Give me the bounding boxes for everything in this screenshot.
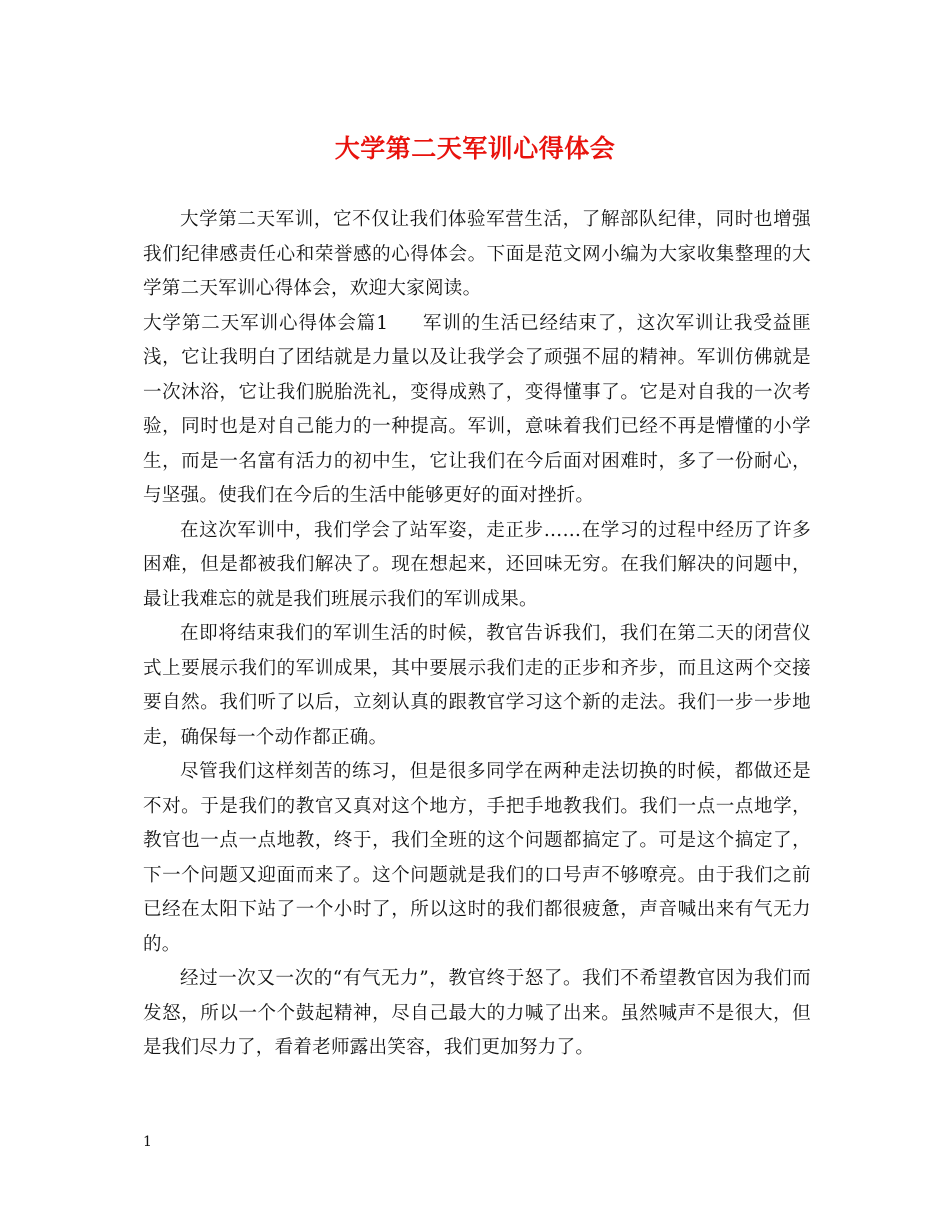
- document-title: 大学第二天军训心得体会: [334, 134, 616, 163]
- body-paragraph-3: 尽管我们这样刻苦的练习，但是很多同学在两种走法切换的时候，都做还是不对。于是我们的教官又真对这个地方，手把手地教我们。我们一点一点地学，教官也一点一点地教，终于，我们全班的这个问题都搞定了。可是这个搞定了，下一个问题又迎面而来了。这个问题就是我们的口号声不够嘹亮。由于我们之前已经在太阳下站了一个小时了，所以这时的我们都很疲惫，声音喊出来有气无力的。: [143, 761, 811, 955]
- section-heading: 大学第二天军训心得体会篇1: [143, 312, 389, 334]
- intro-paragraph: 大学第二天军训，它不仅让我们体验军营生活，了解部队纪律，同时也增强我们纪律感责任心和荣誉感的心得体会。下面是范文网小编为大家收集整理的大学第二天军训心得体会，欢迎大家阅读。: [143, 209, 811, 299]
- section-paragraph: [143, 307, 811, 514]
- document-body: [143, 203, 811, 1066]
- body-paragraph-1: 在这次军训中，我们学会了站军姿，走正步……在学习的过程中经历了许多困难，但是都被我们解决了。现在想起来，还回味无穷。在我们解决的问题中，最让我难忘的就是我们班展示我们的军训成果。: [143, 519, 811, 610]
- body-paragraph-4: 经过一次又一次的“有气无力”，教官终于怒了。我们不希望教官因为我们而发怒，所以一个个鼓起精神，尽自己最大的力喊了出来。虽然喊声不是很大，但是我们尽力了，看着老师露出笑容，我们更加努力了。: [143, 968, 811, 1058]
- body-paragraph-2: 在即将结束我们的军训生活的时候，教官告诉我们，我们在第二天的闭营仪式上要展示我们的军训成果，其中要展示我们走的正步和齐步，而且这两个交接要自然。我们听了以后，立刻认真的跟教官学习这个新的走法。我们一步一步地走，确保每一个动作都正确。: [143, 623, 811, 748]
- page-number: 1: [143, 1134, 152, 1150]
- section-paragraph-text: 军训的生活已经结束了，这次军训让我受益匪浅，它让我明白了团结就是力量以及让我学会了顽强不屈的精神。军训仿佛就是一次沐浴，它让我们脱胎洗礼，变得成熟了，变得懂事了。它是对自我的一次考验，同时也是对自己能力的一种提高。军训，意味着我们已经不再是懵懂的小学生，而是一名富有活力的初中生，它让我们在今后面对困难时，多了一份耐心，与坚强。使我们在今后的生活中能够更好的面对挫折。: [143, 312, 811, 506]
